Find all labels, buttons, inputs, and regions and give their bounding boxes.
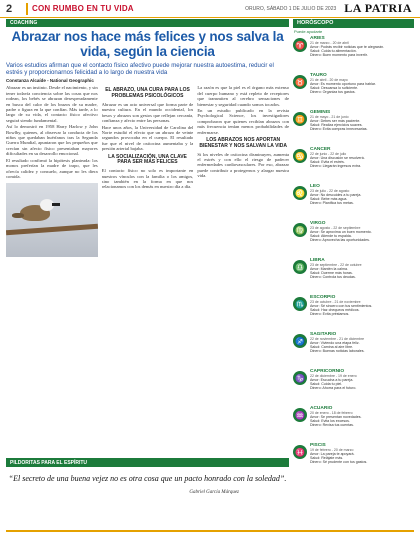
sign-money: Dinero: Organiza tus gastos. [310,90,356,95]
sign-name: ESCORPIO [310,295,336,300]
sign-body [310,73,414,108]
horoscope-sign [293,406,414,441]
article-column-1 [6,85,98,431]
sign-dates: 22 de junio - 22 de julio [310,152,347,156]
zodiac-icon: ♒ [293,408,307,422]
sign-health: Salud: Atiende tu espalda. [310,234,352,239]
paragraph: La razón es que la piel es el órgano más extenso del cuerpo humano y está repleto de receptores que transmiten al cerebro sensaciones de bienestar y seguridad cuando somos tocados. [197,85,290,107]
article-byline: Constanza Alcaíde - National Geographic [6,78,94,84]
sign-love: Amor: Es momento oportuno para hablar. [310,82,376,86]
horoscope-sign [293,147,414,182]
sign-money: Dinero: Controla tus deudas. [310,275,356,280]
sign-dates: 21 de marzo - 20 de abril [310,41,349,45]
sign-love: Amor: Viviendo una etapa feliz. [310,341,360,345]
sign-love: Amor: Se presentan novedades. [310,415,362,419]
sign-body [310,295,414,330]
sign-health: Salud: Cuida tu alimentación. [310,49,357,54]
sign-dates: 23 de agosto - 22 de septiembre [310,226,361,230]
paragraph: Abrazar es un acto universal que forma parte de nuestra cultura. En el mundo occidental, los besos y abrazos son gestos que reflejan cercanía, confianza y afecto entre las personas. [101,102,194,124]
sign-money: Dinero: Aprovecha las oportunidades. [310,238,370,243]
zodiac-icon: ♎ [293,260,307,274]
paragraph: Si los niveles de oxitocina disminuyen, aumenta el estrés y con ello el riesgo de padecer enfermedades cardiovasculares. Por eso, abrazar puede contribuir a protegernos y alargar nuestra vida. [197,151,290,179]
horoscope-sign [293,369,414,404]
sign-health: Salud: Duerme más horas. [310,271,353,276]
sign-body [310,369,414,404]
pildoritas-bar: PILDORITAS PARA EL ESPÍRITU [6,458,289,467]
paragraph: Hace unos años, la Universidad de Carolina del Norte estudió el efecto que un abrazo de veinte segundos provocaba en el cuerpo. El resultado fue que el nivel de oxitocina aumentaba y la presión arterial bajaba. [101,124,194,152]
horoscope-sign [293,184,414,219]
sign-money: Dinero: Buen momento para invertir. [310,53,368,58]
sign-body [310,110,414,145]
sign-love: Amor: Podrás recibir noticias que te alegrarán. [310,45,385,49]
zodiac-icon: ♍ [293,223,307,237]
newspaper-logo: LA PATRIA [344,1,412,15]
page-header [0,0,420,18]
sign-dates: 22 de diciembre - 19 de enero [310,374,357,378]
sign-name: CAPRICORNIO [310,369,345,374]
horoscope-column [293,19,414,528]
sign-body [310,443,414,478]
sign-money: Dinero: Ahorra para el futuro. [310,386,357,391]
sign-name: CÁNCER [310,147,331,152]
sign-love: Amor: Se aproxima un buen momento. [310,230,372,234]
quote-author: Gabriel García Márquez [189,490,239,495]
article-section-tag: COACHING [6,19,289,27]
sign-name: ACUARIO [310,406,333,411]
sign-love: Amor: No descuides a tu pareja. [310,193,362,197]
article-columns [6,85,289,431]
photo-branch [6,224,98,235]
sign-body [310,258,414,293]
sign-health: Salud: Descansa lo suficiente. [310,86,359,91]
sign-love: Amor: Escucha a tu pareja. [310,378,354,382]
horoscope-sign [293,295,414,330]
sign-dates: 21 de mayo - 21 de junio [310,115,349,119]
sign-name: VIRGO [310,221,326,226]
zodiac-icon: ♊ [293,112,307,126]
main-article [6,19,289,457]
article-column-3 [197,85,289,431]
horoscope-sign [293,110,414,145]
horoscope-subtitle: Puede ayudarte [294,29,323,34]
sign-dates: 23 de julio - 22 de agosto [310,189,350,193]
sign-money: Dinero: Llegarán ingresos extra. [310,164,362,169]
paragraph: Abrazar es un instinto. Desde el nacimiento, y sin tener todavía conciencia sobre las cosas que nos rodean, los bebés se abrazan desesperadamente en busca del calor de los brazos de su madre, padre o figura en la que confían. Más tarde, a lo largo de su vida, el contacto físico afectivo seguirá siendo fundamental. [6,85,98,123]
quote-text: “El secreto de una buena vejez no es otra cosa que un pacto honrado con la soledad”. [8,474,287,483]
zodiac-icon: ♌ [293,186,307,200]
zodiac-icon: ♈ [293,38,307,52]
sign-name: PISCIS [310,443,326,448]
zodiac-icon: ♐ [293,334,307,348]
horoscope-sign [293,221,414,256]
zodiac-icon: ♉ [293,75,307,89]
article-headline: Abrazar nos hace más felices y nos salva la vida, según la ciencia [11,29,284,59]
sign-money: Dinero: Planifica tus metas. [310,201,354,206]
horoscope-sign [293,332,414,367]
subheading: EL ABRAZO, UNA CURA PARA LOS PROBLEMAS PSICOLÓGICOS [105,87,190,100]
subheading: LOS ABRAZOS NOS APORTAN BIENESTAR Y NOS SALVAN LA VIDA [199,137,288,149]
horoscope-sign [293,258,414,293]
sign-body [310,221,414,256]
section-title: CON RUMBO EN TU VIDA [32,4,134,13]
sign-dates: 20 de enero - 18 de febrero [310,411,353,415]
photo-bird-beak [52,203,60,206]
sign-health: Salud: Cuida tu piel. [310,382,343,387]
subheading: LA SOCIALIZACIÓN, UNA CLAVE PARA SER MÁS FELICES [108,153,187,166]
sign-dates: 23 de octubre - 21 de noviembre [310,300,361,304]
sign-love: Amor: Sé sincero con tus sentimientos. [310,304,373,308]
sign-body [310,406,414,441]
sign-dates: 23 de septiembre - 22 de octubre [310,263,362,267]
sign-body [310,184,414,219]
sign-health: Salud: Camina al aire libre. [310,345,354,350]
sign-health: Salud: Evita los excesos. [310,419,350,424]
horoscope-sign [293,73,414,108]
sign-name: GÉMINIS [310,110,331,115]
sign-dates: 19 de febrero - 20 de marzo [310,448,354,452]
sign-money: Dinero: Evita préstamos. [310,312,350,317]
horoscope-sign [293,443,414,478]
sign-name: LIBRA [310,258,325,263]
zodiac-icon: ♑ [293,371,307,385]
page-number: 2 [6,2,13,15]
header-divider [26,3,28,15]
pildoritas-quote-box [6,468,289,528]
sign-body [310,147,414,182]
zodiac-icon: ♏ [293,297,307,311]
sign-dates: 21 de abril - 20 de mayo [310,78,348,82]
sign-love: Amor: Una discusión se resolverá. [310,156,365,160]
sign-health: Salud: Relájate más. [310,456,344,461]
article-column-2 [102,85,194,431]
sign-name: TAURO [310,73,327,78]
paragraph: El resultado confirmó la hipótesis planteada: los monos preferían la madre de trapo, que les ofrecía calidez y consuelo, aunque no les diera comida. [6,157,98,179]
paragraph: En un estudio publicado en la revista Psychological Science, los investigadores comprobaron que quienes recibían abrazos con más frecuencia tenían menos probabilidades de enfermarse. [197,108,290,135]
sign-name: ARIES [310,36,325,41]
footer-rule [6,530,414,532]
zodiac-icon: ♋ [293,149,307,163]
sign-body [310,36,414,71]
sign-health: Salud: Haz chequeos médicos. [310,308,360,313]
zodiac-icon: ♓ [293,445,307,459]
sign-health: Salud: Realiza ejercicios suaves. [310,123,363,128]
article-photo [6,183,98,257]
sign-love: Amor: Debes ser más paciente. [310,119,361,123]
sign-name: SAGITARIO [310,332,337,337]
sign-body [310,332,414,367]
sign-name: LEO [310,184,320,189]
sign-money: Dinero: Buenas noticias laborales. [310,349,365,354]
sign-health: Salud: Bebe más agua. [310,197,348,202]
sign-health: Salud: Evita el estrés. [310,160,345,165]
horoscope-sign [293,36,414,71]
paragraph: El contacto físico no solo es importante en nuestros vínculos con la familia o los amigos, sino también en la forma en que nos relacionamos con los demás en nuestro día a día. [101,168,194,190]
sign-money: Dinero: Evita compras innecesarias. [310,127,368,132]
issue-date: ORURO, SÁBADO 1 DE JULIO DE 2023 [245,5,337,12]
horoscope-signs [293,36,414,478]
sign-money: Dinero: Sé prudente con tus gastos. [310,460,368,465]
sign-love: Amor: La pareja te apoyará. [310,452,355,456]
article-lead: Varios estudios afirman que el contacto físico afectivo puede mejorar nuestra autoestima, reducir el estrés y proporcionarnos felicidad a lo largo de nuestra vida [6,62,274,77]
sign-dates: 22 de noviembre - 21 de diciembre [310,337,365,341]
sign-money: Dinero: Revisa tus cuentas. [310,423,354,428]
sign-love: Amor: Mantén la calma. [310,267,348,271]
horoscope-title: HORÓSCOPO [293,19,414,28]
paragraph: Así lo demostró en 1958 Harry Harlow y John Bowlby, quienes, al observar la conducta de los niños que quedaban huérfanos tras la Segunda Guerra Mundial, apuntaron que los pequeños que crecían sin afecto físico presentaban mayores dificultades en su desarrollo emocional. [6,124,98,157]
